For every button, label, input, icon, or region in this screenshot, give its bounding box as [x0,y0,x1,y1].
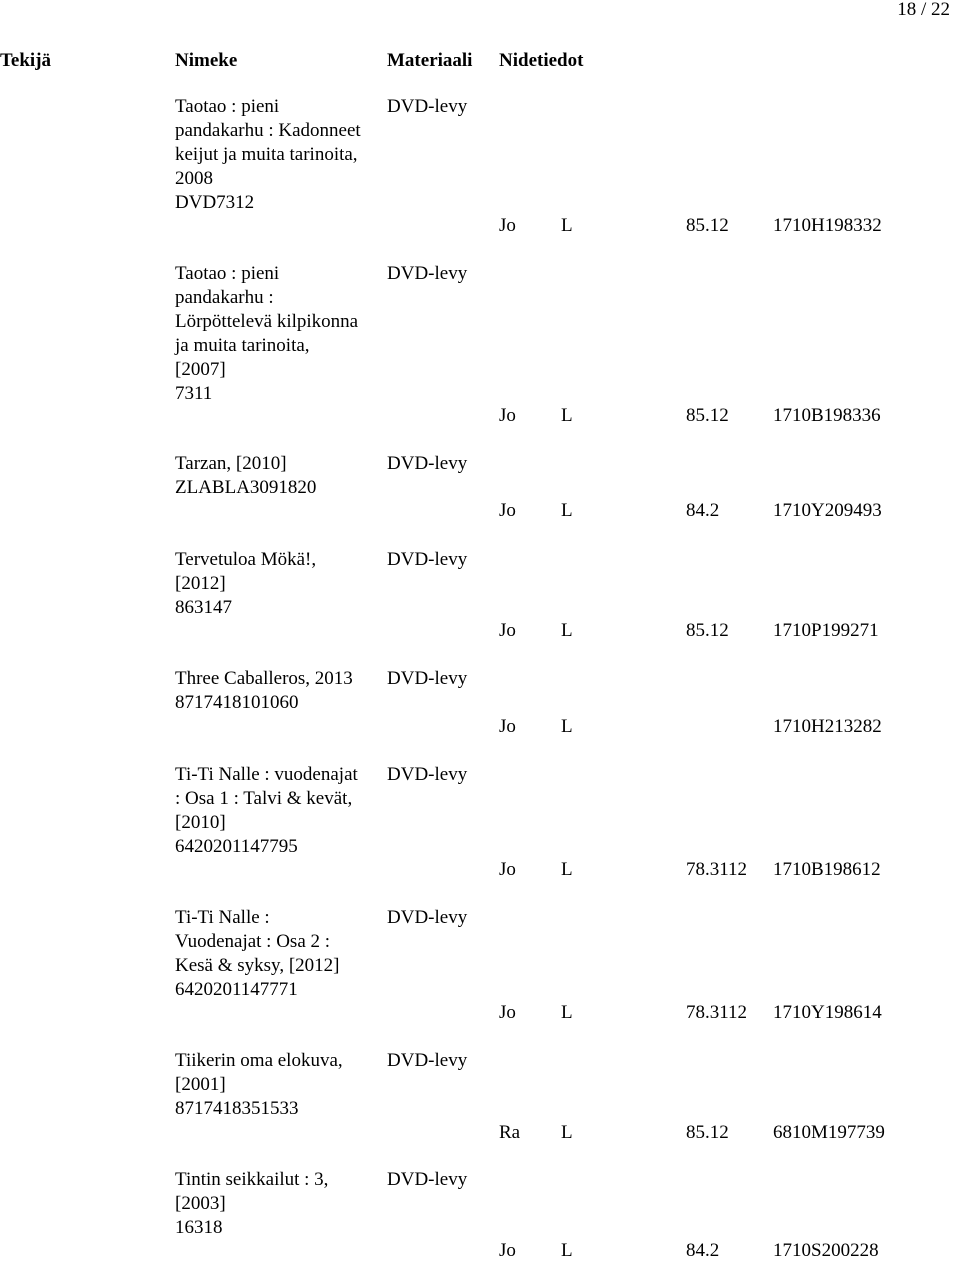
entry-language: L [561,215,573,236]
entry-code: 1710P199271 [773,620,879,641]
entry-class: 84.2 [686,500,720,521]
entry-code: 1710H198332 [773,215,882,236]
entry-section: Jo [499,1002,516,1023]
entry-title: Ti-Ti Nalle : vuodenajat : Osa 1 : Talvi & kevät, [2010] 6420201147795 [175,764,358,857]
entry-section: Jo [499,620,516,641]
entry-code: 1710B198336 [773,405,881,426]
entry-title: Tervetuloa Mökä!, [2012] 863147 [175,549,317,618]
entry-section: Jo [499,500,516,521]
entry-section: Jo [499,859,516,880]
column-header-holdings: Nidetiedot [499,50,584,71]
entry-section: Ra [499,1122,521,1143]
entry-material: DVD-levy [387,96,468,117]
entry-class: 85.12 [686,405,729,426]
entry-language: L [561,859,573,880]
entry-section: Jo [499,1240,516,1261]
entry-material: DVD-levy [387,263,468,284]
entry-title: Tarzan, [2010] ZLABLA3091820 [175,453,317,498]
column-header-title: Nimeke [175,50,238,71]
entry-title: Tintin seikkailut : 3, [2003] 16318 [175,1169,329,1238]
entry-material: DVD-levy [387,549,468,570]
entry-material: DVD-levy [387,668,468,689]
entry-material: DVD-levy [387,1050,468,1071]
entry-material: DVD-levy [387,907,468,928]
entry-code: 1710S200228 [773,1240,879,1261]
entry-language: L [561,1122,573,1143]
entry-class: 85.12 [686,1122,729,1143]
page-number: 18 / 22 [897,0,950,20]
entry-language: L [561,500,573,521]
entry-class: 85.12 [686,215,729,236]
entry-material: DVD-levy [387,764,468,785]
entry-code: 1710H213282 [773,716,882,737]
entry-section: Jo [499,716,516,737]
entry-material: DVD-levy [387,1169,468,1190]
entry-class: 78.3112 [686,859,748,880]
entry-code: 1710Y198614 [773,1002,882,1023]
entry-class: 84.2 [686,1240,720,1261]
entry-title: Taotao : pieni pandakarhu : Lörpöttelevä kilpikonna ja muita tarinoita, [2007] 7311 [175,263,359,404]
entry-language: L [561,716,573,737]
entry-code: 6810M197739 [773,1122,885,1143]
entry-title: Three Caballeros, 2013 8717418101060 [175,668,353,713]
entry-title: Taotao : pieni pandakarhu : Kadonneet keijut ja muita tarinoita, 2008 DVD7312 [175,96,361,213]
column-header-material: Materiaali [387,50,473,71]
entry-language: L [561,1002,573,1023]
entry-class: 85.12 [686,620,729,641]
entry-title: Ti-Ti Nalle : Vuodenajat : Osa 2 : Kesä & syksy, [2012] 6420201147771 [175,907,340,1000]
entry-code: 1710Y209493 [773,500,882,521]
entry-language: L [561,1240,573,1261]
entry-class: 78.3112 [686,1002,748,1023]
entry-code: 1710B198612 [773,859,881,880]
entry-section: Jo [499,215,516,236]
entry-section: Jo [499,405,516,426]
entry-language: L [561,405,573,426]
entry-language: L [561,620,573,641]
entry-material: DVD-levy [387,453,468,474]
entry-title: Tiikerin oma elokuva, [2001] 8717418351533 [175,1050,343,1119]
column-header-author: Tekijä [0,50,52,71]
